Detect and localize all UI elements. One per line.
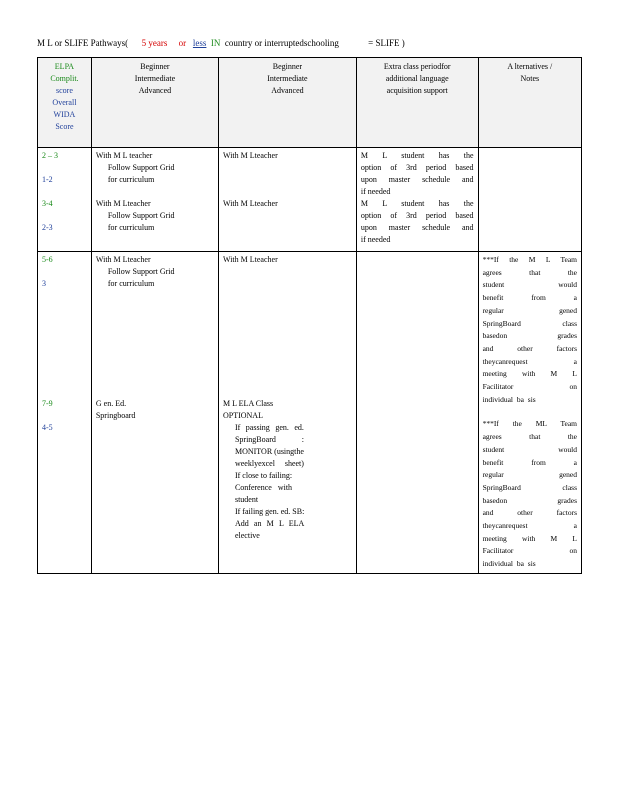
notes-line: regular gened (482, 470, 577, 480)
header-line: Extra class periodfor (383, 62, 451, 71)
extra-class-cell (356, 148, 478, 252)
cell-text: option of 3rd period based (360, 211, 474, 220)
notes-line: theycanrequest a (482, 356, 577, 366)
table-row (38, 148, 582, 252)
list-item (96, 162, 214, 186)
notes-line: SpringBoard class (482, 318, 577, 328)
cell-text: M L ELA Class (222, 399, 274, 408)
notes-line: and other factors (482, 508, 577, 518)
cell-text: Conference with (234, 483, 293, 492)
cell-text: if needed (360, 235, 391, 244)
checkbox-bullet-icon (96, 210, 108, 234)
cell-text: With M Lteacher (95, 255, 151, 264)
cell-text: If failing gen. ed. SB: (234, 507, 305, 516)
document-title (37, 38, 405, 48)
level-cell (91, 148, 218, 252)
header-line: A lternatives / (507, 62, 553, 71)
score-value: 5-6 (42, 255, 53, 264)
cell-text: With M Lteacher (222, 151, 278, 160)
pathways-table (37, 57, 582, 574)
header-line: Intermediate (134, 74, 176, 83)
checkbox-bullet-icon (223, 470, 235, 506)
header-level-1 (91, 58, 218, 148)
score-value: 2 – 3 (42, 151, 58, 160)
notes-line: individual ba sis (482, 394, 536, 404)
notes-line: theycanrequest a (482, 521, 577, 531)
cell-text: With M L teacher (95, 151, 153, 160)
cell-text: Add an M L ELA (234, 519, 305, 528)
cell-text: M L student has the (360, 199, 474, 208)
cell-text: upon master schedule and (360, 223, 474, 232)
cell-text: elective (234, 531, 260, 540)
header-elpa (38, 58, 92, 148)
cell-text: Follow Support Grid (107, 211, 175, 220)
header-elpa-line: WIDA (53, 110, 76, 119)
cell-text: If close to failing: (234, 471, 293, 480)
header-line: Intermediate (267, 74, 308, 83)
checkbox-bullet-icon (96, 266, 108, 290)
cell-text: MONITOR (usingthe (234, 447, 304, 456)
list-item (96, 266, 214, 290)
score-cell (38, 148, 92, 252)
list-item (223, 470, 352, 506)
title-text-2: country or interruptedschooling (224, 38, 339, 48)
header-notes (478, 58, 581, 148)
notes-line: agrees that the (482, 432, 577, 442)
cell-text: upon master schedule and (360, 175, 474, 184)
score-value: 1-2 (42, 175, 53, 184)
notes-line: ***If the ML Team (482, 419, 577, 429)
checkbox-bullet-icon (223, 422, 235, 470)
cell-text: With M Lteacher (222, 255, 278, 264)
title-or: or (178, 38, 187, 48)
cell-text: With M Lteacher (222, 199, 278, 208)
title-years: 5 years (141, 38, 168, 48)
level-cell (218, 252, 356, 574)
level-cell (91, 252, 218, 574)
header-line: Notes (520, 74, 540, 83)
notes-line: benefit from a (482, 293, 577, 303)
header-elpa-line: Complit. (50, 74, 79, 83)
title-less: less (192, 38, 207, 48)
notes-block (483, 254, 577, 406)
score-value: 7-9 (42, 399, 53, 408)
notes-line: basedon grades (482, 331, 577, 341)
header-line: Advanced (271, 86, 304, 95)
cell-text: for curriculum (107, 175, 155, 184)
header-elpa-line: Overall (52, 98, 77, 107)
header-line: Beginner (272, 62, 303, 71)
cell-text: for curriculum (107, 279, 155, 288)
notes-line: SpringBoard class (482, 482, 577, 492)
cell-text: OPTIONAL (222, 411, 263, 420)
cell-text: option of 3rd period based (360, 163, 474, 172)
cell-text: Follow Support Grid (107, 163, 175, 172)
list-item (223, 506, 352, 542)
score-value: 3-4 (42, 199, 53, 208)
cell-text: student (234, 495, 259, 504)
score-value: 4-5 (42, 423, 53, 432)
cell-text: If passing gen. ed. (234, 423, 304, 432)
list-item (96, 210, 214, 234)
score-value: 2-3 (42, 223, 53, 232)
score-value: 3 (42, 279, 46, 288)
cell-text: Follow Support Grid (107, 267, 175, 276)
notes-cell (478, 148, 581, 252)
cell-text: With M Lteacher (95, 199, 151, 208)
notes-line: student would (482, 280, 577, 290)
notes-line: basedon grades (482, 495, 577, 505)
header-line: Advanced (138, 86, 172, 95)
notes-line: ***If the M L Team (482, 255, 577, 264)
notes-line: individual ba sis (482, 559, 536, 569)
header-elpa-line: score (55, 86, 73, 95)
header-elpa-line: Score (55, 122, 74, 131)
extra-class-cell (356, 252, 478, 574)
notes-line: meeting with M L (482, 369, 577, 379)
header-level-2 (218, 58, 356, 148)
title-text: M L or SLIFE Pathways( (37, 38, 129, 48)
header-line: Beginner (140, 62, 170, 71)
level-cell (218, 148, 356, 252)
notes-line: regular gened (482, 305, 577, 315)
notes-block (483, 418, 577, 570)
header-extra-class (356, 58, 478, 148)
cell-text: weeklyexcel sheet) (234, 459, 304, 468)
checkbox-bullet-icon (96, 162, 108, 186)
title-in: IN (210, 38, 221, 48)
title-text-3: = SLIFE ) (368, 38, 405, 48)
notes-cell (478, 252, 581, 574)
notes-line: meeting with M L (482, 533, 577, 543)
cell-text: G en. Ed. (95, 399, 127, 408)
header-elpa-line: ELPA (54, 62, 75, 71)
cell-text: if needed (360, 187, 391, 196)
notes-line: and other factors (482, 343, 577, 353)
notes-line: Facilitator on (482, 546, 577, 556)
header-line: acquisition support (386, 86, 448, 95)
score-cell (38, 252, 92, 574)
notes-line: student would (482, 444, 577, 454)
list-item (223, 422, 352, 470)
notes-line: benefit from a (482, 457, 577, 467)
header-row (38, 58, 582, 148)
cell-text: Springboard (95, 411, 136, 420)
notes-line: agrees that the (482, 267, 577, 277)
cell-text: SpringBoard : (234, 435, 304, 444)
header-line: additional language (385, 74, 449, 83)
cell-text: M L student has the (360, 151, 474, 160)
cell-text: for curriculum (107, 223, 155, 232)
table-row (38, 252, 582, 574)
notes-line: Facilitator on (482, 382, 577, 392)
checkbox-bullet-icon (223, 506, 235, 542)
